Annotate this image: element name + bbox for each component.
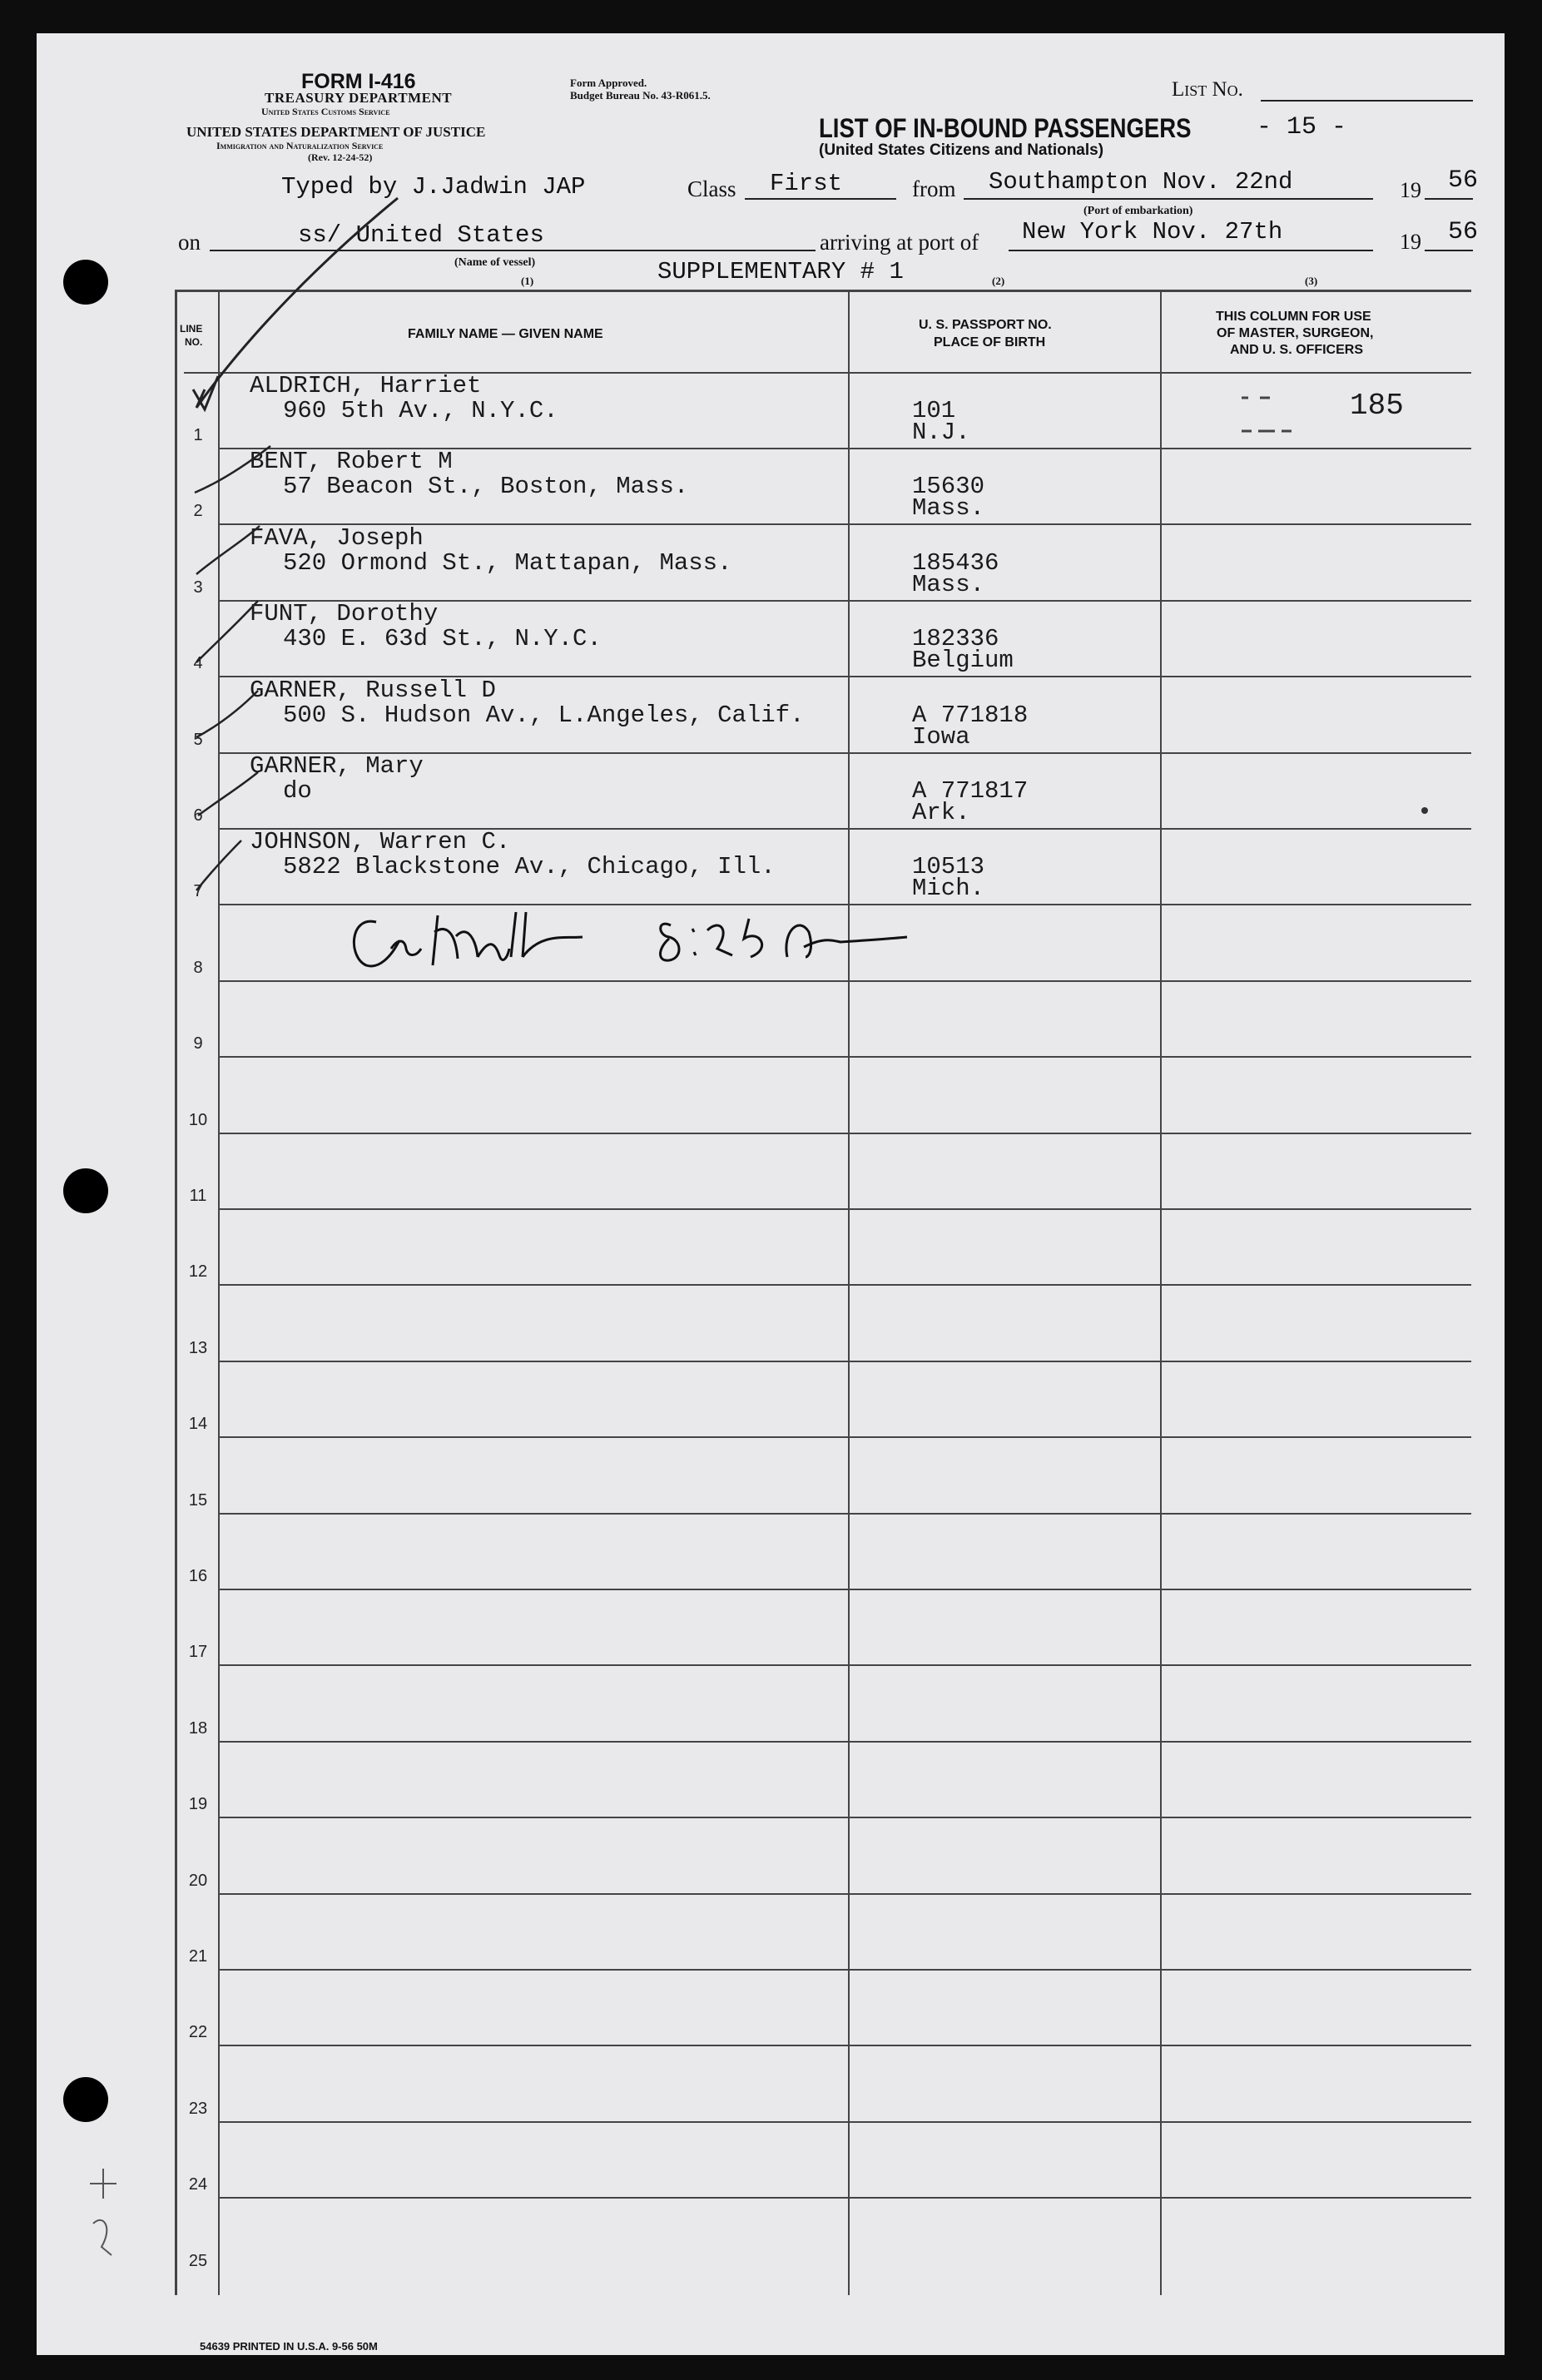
check-mark [196,691,258,737]
check-mark [196,198,398,408]
line-number: 22 [188,2023,208,2041]
line-number: 12 [188,1262,208,1281]
typed-by: Typed by J.Jadwin JAP [281,173,586,201]
line-number: 10 [188,1111,208,1129]
passenger-name: JOHNSON, Warren C. [250,828,511,855]
check-mark [195,446,270,493]
from-label: from [912,176,956,201]
arriving-label: arriving at port of [820,230,979,255]
class-label: Class [687,176,736,201]
immigration-service: Immigration and Naturalization Service [216,140,384,151]
officer-entry: 185 [1350,389,1404,423]
line-number: 20 [188,1872,208,1890]
header-no: NO. [185,336,203,348]
form-approved: Form Approved. [570,77,647,89]
line-number: 19 [188,1795,208,1813]
margin-note-text [90,2167,129,2202]
line-number: 16 [188,1567,208,1585]
header-officers-2: OF MASTER, SURGEON, [1217,326,1374,340]
supplementary-label: SUPPLEMENTARY # 1 [657,258,904,285]
header-passport: U. S. PASSPORT NO. [919,318,1052,332]
passport-number: 101 [912,397,956,424]
passenger-address: 57 Beacon St., Boston, Mass. [283,473,689,500]
line-number: 2 [193,502,203,520]
passenger-address: do [283,777,312,805]
header-officers-3: AND U. S. OFFICERS [1230,343,1364,357]
line-number: 24 [188,2175,208,2194]
printer-footer: 54639 PRINTED IN U.S.A. 9-56 50M [200,2340,378,2353]
port-embark-caption: (Port of embarkation) [1083,205,1193,217]
from-value: Southampton Nov. 22nd [989,168,1293,196]
treasury-dept: TREASURY DEPARTMENT [265,90,453,106]
passenger-address: 960 5th Av., N.Y.C. [283,397,558,424]
page-number: - 15 - [1257,113,1347,141]
header-officers-1: THIS COLUMN FOR USE [1216,310,1371,324]
check-mark [196,526,260,574]
place-of-birth: Mass. [912,571,985,598]
place-of-birth: Iowa [912,723,970,751]
line-number: 18 [188,1719,208,1738]
passport-number: A 771817 [912,777,1029,805]
ink-dot [1421,807,1428,814]
year-1: 56 [1448,166,1479,195]
header-birthplace: PLACE OF BIRTH [934,335,1046,350]
place-of-birth: N.J. [912,419,970,446]
passenger-address: 5822 Blackstone Av., Chicago, Ill. [283,853,776,880]
caption-2: (2) [992,275,1005,287]
on-label: on [178,230,201,255]
place-of-birth: Mass. [912,494,985,522]
passenger-name: ALDRICH, Harriet [250,372,482,399]
class-value: First [770,170,843,197]
check-mark [198,772,258,816]
line-number: 4 [193,654,203,672]
passenger-address: 520 Ormond St., Mattapan, Mass. [283,549,732,577]
line-number: 15 [188,1491,208,1510]
passport-number: A 771818 [912,702,1029,729]
header-family-name: FAMILY NAME — GIVEN NAME [408,327,603,341]
vessel-caption: (Name of vessel) [454,256,536,269]
place-of-birth: Ark. [912,799,970,826]
line-number: 6 [193,806,203,825]
arriving-value: New York Nov. 27th [1022,218,1283,245]
line-number: 1 [193,426,203,444]
list-no-label: List No. [1172,78,1243,101]
passport-number: 15630 [912,473,985,500]
justice-dept: UNITED STATES DEPARTMENT OF JUSTICE [186,124,486,140]
passenger-name: FAVA, Joseph [250,524,424,552]
check-mark [196,601,258,662]
year-prefix-2: 19 [1400,230,1421,254]
line-number: 5 [193,731,203,749]
customs-service: United States Customs Service [261,106,390,117]
revision-date: (Rev. 12-24-52) [308,151,373,163]
line-number: 11 [189,1187,207,1205]
header-line: LINE [180,323,203,335]
passenger-name: BENT, Robert M [250,448,453,475]
passenger-name: GARNER, Russell D [250,677,496,704]
caption-1: (1) [521,275,534,287]
list-title: LIST OF IN-BOUND PASSENGERS [819,113,1192,143]
caption-3: (3) [1305,275,1318,287]
check-mark [196,840,241,890]
passenger-name: FUNT, Dorothy [250,600,439,627]
passport-number: 182336 [912,625,999,652]
vessel-value: ss/ United States [298,221,544,249]
line-number: 8 [193,959,203,977]
passport-number: 185436 [912,549,999,577]
list-subtitle: (United States Citizens and Nationals) [819,141,1104,159]
line-number: 23 [188,2100,208,2118]
form-number: FORM I-416 [301,70,416,93]
line-number: 21 [188,1947,208,1966]
line-number: 14 [188,1415,208,1433]
year-2: 56 [1448,218,1479,246]
line-number: 7 [193,882,203,900]
signature-text [350,914,617,956]
line-number: 3 [193,578,203,597]
line-number: 25 [188,2252,208,2270]
place-of-birth: Mich. [912,875,985,902]
budget-bureau: Budget Bureau No. 43-R061.5. [570,89,711,102]
passenger-address: 430 E. 63d St., N.Y.C. [283,625,602,652]
passenger-name: GARNER, Mary [250,752,424,780]
line-number: 17 [188,1643,208,1661]
line-number: 13 [188,1339,208,1357]
passenger-address: 500 S. Hudson Av., L.Angeles, Calif. [283,702,805,729]
place-of-birth: Belgium [912,647,1014,674]
line-number: 9 [193,1034,203,1053]
passport-number: 10513 [912,853,985,880]
year-prefix-1: 19 [1400,178,1421,202]
